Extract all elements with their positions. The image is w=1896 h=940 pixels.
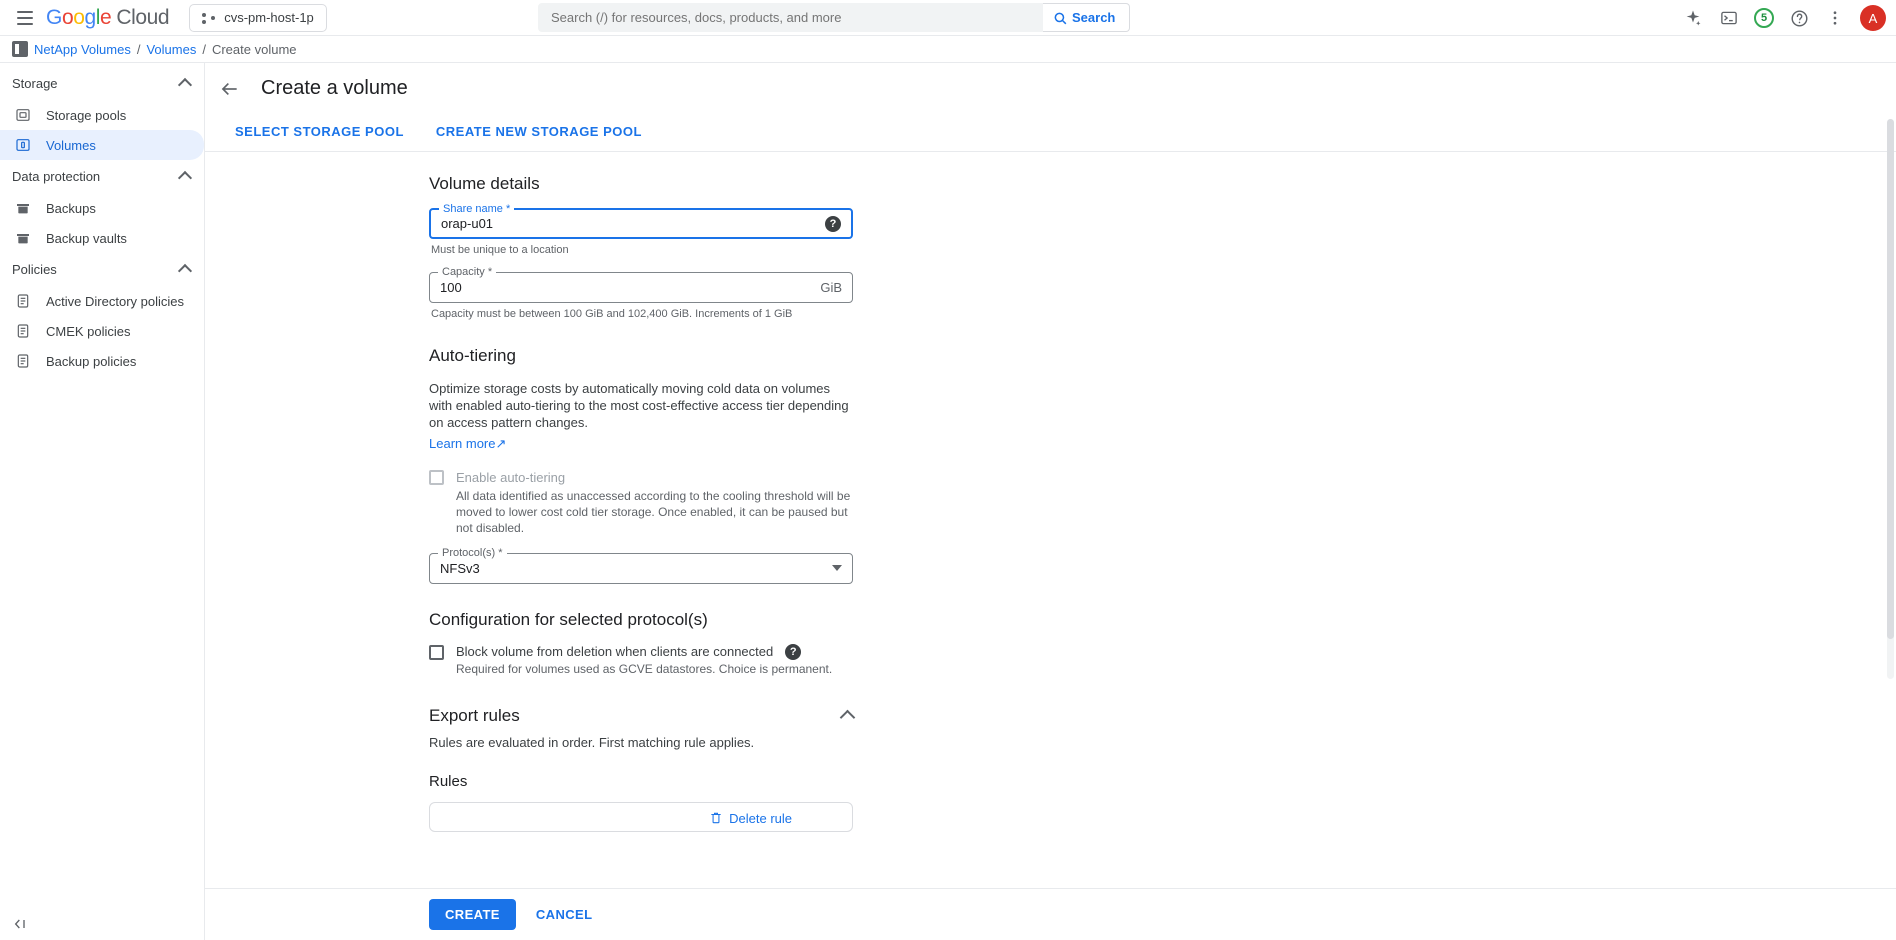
sidebar-item-backup-policies[interactable] [0, 346, 204, 376]
sidebar-item-backups-label: Backups [46, 200, 96, 216]
block-volume-deletion-description: Required for volumes used as GCVE datastores. Choice is permanent. [456, 661, 833, 676]
capacity-field[interactable] [429, 266, 853, 303]
storage-pool-tabs [205, 114, 1896, 152]
google-cloud-logo[interactable]: Google Cloud [46, 5, 170, 29]
share-name-help-icon[interactable]: ? [825, 216, 841, 232]
more-options-icon[interactable] [1824, 7, 1846, 29]
external-link-icon[interactable]: ↗ [495, 436, 507, 452]
block-delete-row [429, 644, 1896, 678]
breadcrumb-separator-2: / [202, 41, 206, 57]
block-volume-deletion-checkbox[interactable] [429, 645, 444, 660]
top-bar-actions [1682, 0, 1886, 36]
search-area [538, 3, 1130, 32]
scrollbar-thumb[interactable] [1887, 119, 1894, 639]
block-volume-deletion-label: Block volume from deletion when clients are connected [456, 644, 774, 660]
project-icon [202, 11, 216, 25]
sidebar-item-volumes[interactable] [0, 130, 204, 160]
volume-icon [14, 136, 32, 154]
enable-auto-tiering-label: Enable auto-tiering [456, 470, 566, 486]
sidebar-item-storage-pools[interactable] [0, 100, 204, 130]
policy-icon [14, 292, 32, 310]
notifications-badge[interactable]: 5 [1754, 8, 1774, 28]
protocol-value: NFSv3 [440, 560, 480, 576]
sidebar-item-backup-vaults[interactable] [0, 223, 204, 253]
auto-tiering-heading: Auto-tiering [429, 346, 516, 365]
chevron-down-icon[interactable] [832, 565, 842, 571]
breadcrumb [0, 36, 1896, 63]
top-bar [0, 0, 1896, 36]
breadcrumb-product[interactable]: NetApp Volumes [34, 41, 131, 57]
sidebar-group-policies-label: Policies [12, 262, 57, 277]
cancel-button[interactable]: CANCEL [524, 899, 605, 930]
create-button[interactable]: CREATE [429, 899, 516, 930]
sidebar-item-active-directory-policies[interactable] [0, 286, 204, 316]
cloud-shell-icon[interactable] [1718, 7, 1740, 29]
share-name-label: Share name * [439, 203, 514, 215]
capacity-unit: GiB [820, 280, 842, 295]
tab-select-storage-pool[interactable]: SELECT STORAGE POOL [235, 124, 404, 139]
backup-icon [14, 199, 32, 217]
help-icon[interactable] [1788, 7, 1810, 29]
capacity-label: Capacity * [438, 266, 496, 278]
page-title: Create a volume [261, 77, 408, 99]
project-name: cvs-pm-host-1p [224, 10, 314, 25]
backup-vault-icon [14, 229, 32, 247]
breadcrumb-separator: / [136, 41, 141, 57]
search-button[interactable] [1043, 3, 1130, 32]
sidebar-item-backup-vaults-label: Backup vaults [46, 230, 127, 246]
rule-card[interactable] [429, 802, 853, 832]
project-selector[interactable] [189, 4, 327, 32]
sidebar-group-data-protection-label: Data protection [12, 169, 101, 184]
back-arrow-icon[interactable] [219, 78, 241, 100]
policy-icon [14, 322, 32, 340]
volume-details-heading: Volume details [429, 174, 540, 193]
sidebar-group-policies[interactable] [0, 253, 204, 286]
tab-create-new-storage-pool[interactable]: CREATE NEW STORAGE POOL [435, 124, 642, 139]
rules-subheading: Rules [429, 772, 468, 790]
sidebar-group-storage[interactable] [0, 67, 204, 100]
auto-tiering-description: Optimize storage costs by automatically moving cold data on volumes with enabled auto-tiering to the most cost-effective access tier depending on access pattern changes. [429, 381, 849, 431]
avatar[interactable]: A [1860, 5, 1886, 31]
export-rules-header[interactable] [429, 706, 853, 726]
rule-delete-label[interactable]: Delete rule [729, 810, 792, 826]
gemini-sparkle-icon[interactable] [1682, 7, 1704, 29]
chevron-up-icon [178, 264, 192, 278]
auto-tiering-section [429, 346, 1896, 584]
rule-card-actions [430, 803, 852, 826]
page-header [205, 63, 1896, 114]
chevron-up-icon [178, 78, 192, 92]
sidebar-item-cmek-policies-label: CMEK policies [46, 323, 131, 339]
delete-icon[interactable] [709, 811, 723, 825]
share-name-field[interactable] [429, 203, 853, 239]
protocol-config-heading: Configuration for selected protocol(s) [429, 609, 708, 629]
search-button-label: Search [1072, 10, 1116, 25]
collapse-navigation-icon[interactable] [10, 914, 30, 934]
sidebar [0, 63, 205, 940]
sidebar-item-volumes-label: Volumes [46, 137, 96, 153]
share-name-hint: Must be unique to a location [431, 244, 569, 256]
enable-auto-tiering-description: All data identified as unaccessed according to the cooling threshold will be moved to lower cost cold tier storage. Once enabled, it can be paused but not disabled. [456, 489, 851, 536]
breadcrumb-volumes[interactable]: Volumes [146, 41, 197, 57]
sidebar-item-backups[interactable] [0, 193, 204, 223]
chevron-up-icon[interactable] [840, 710, 856, 726]
sidebar-item-cmek-policies[interactable] [0, 316, 204, 346]
protocol-label: Protocol(s) * [438, 547, 507, 559]
storage-pool-icon [14, 106, 32, 124]
page-layout [0, 63, 1896, 940]
policy-icon [14, 352, 32, 370]
sidebar-item-active-directory-policies-label: Active Directory policies [46, 293, 184, 309]
enable-auto-tiering-checkbox [429, 470, 444, 485]
protocol-select[interactable] [429, 546, 853, 584]
create-volume-form [205, 152, 1896, 832]
enable-auto-tiering-row [429, 469, 1896, 536]
capacity-hint: Capacity must be between 100 GiB and 102,400 GiB. Increments of 1 GiB [431, 308, 793, 320]
capacity-input[interactable] [440, 280, 814, 295]
hamburger-icon[interactable] [12, 5, 38, 31]
sidebar-item-storage-pools-label: Storage pools [46, 107, 127, 123]
sidebar-group-data-protection[interactable] [0, 160, 204, 193]
logo-cloud-text: Cloud [116, 5, 170, 29]
search-input[interactable] [538, 3, 1043, 32]
form-footer [205, 888, 1896, 940]
search-icon [1053, 11, 1067, 25]
export-rules-section [429, 706, 1896, 832]
protocol-config-section [429, 610, 1896, 678]
auto-tiering-learn-more-link[interactable]: Learn more [429, 436, 496, 452]
export-rules-heading: Export rules [429, 705, 520, 725]
block-volume-deletion-help-icon[interactable]: ? [785, 644, 801, 660]
sidebar-group-storage-label: Storage [12, 76, 58, 91]
chevron-up-icon [178, 171, 192, 185]
volume-details-section [429, 174, 1896, 320]
export-rules-description: Rules are evaluated in order. First matching rule applies. [429, 734, 755, 750]
main-content [205, 63, 1896, 940]
netapp-volumes-icon [12, 41, 28, 57]
share-name-input[interactable] [441, 216, 825, 231]
sidebar-item-backup-policies-label: Backup policies [46, 353, 137, 369]
breadcrumb-current: Create volume [211, 41, 297, 57]
